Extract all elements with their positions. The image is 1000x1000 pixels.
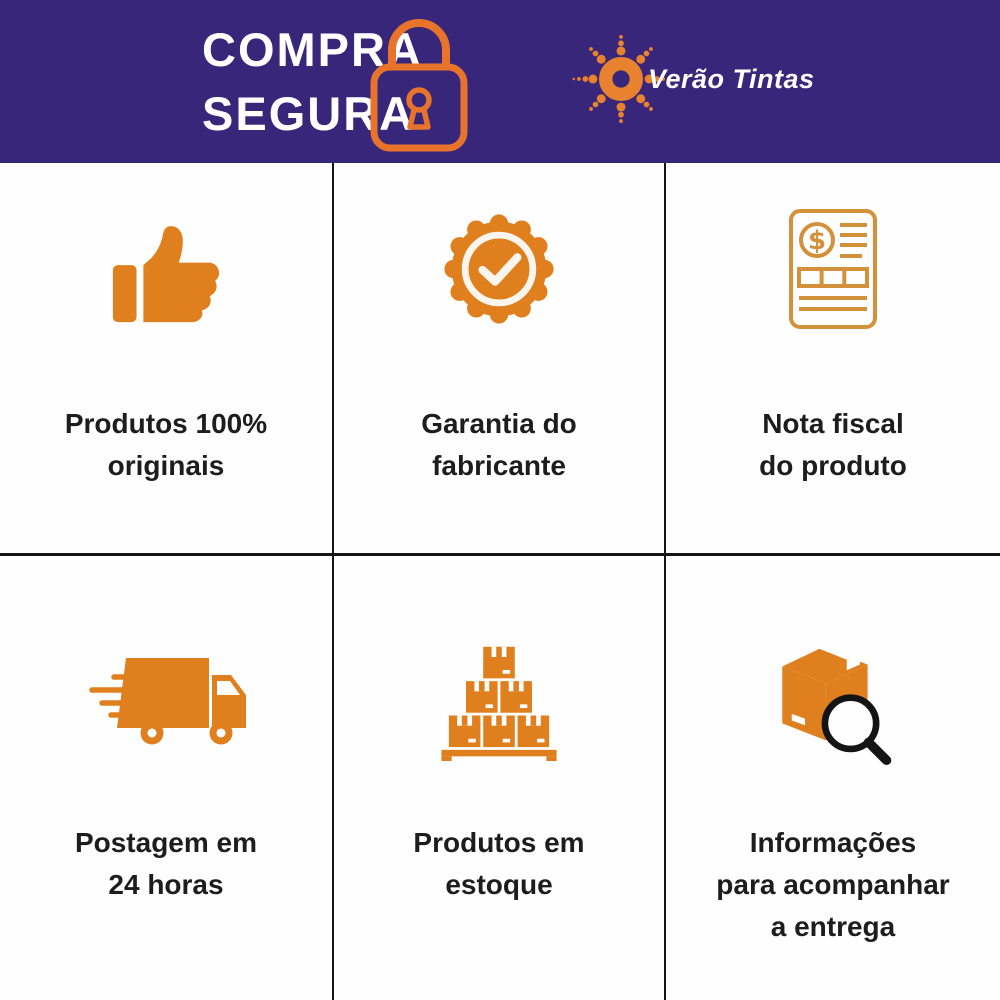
- cell-label: [759, 403, 907, 487]
- cell-label: [421, 403, 577, 487]
- label-line: Produtos 100%: [64, 408, 268, 439]
- title-line-2: SEGURA: [202, 87, 416, 140]
- label-line: Postagem em: [74, 827, 258, 858]
- header-bar: [0, 0, 1000, 163]
- cell-label: [75, 822, 257, 906]
- label-line: a entrega: [770, 911, 896, 942]
- cell-nota-fiscal: [666, 163, 1000, 556]
- delivery-truck-icon: [84, 655, 249, 750]
- cell-label: [65, 403, 267, 487]
- brand-name: Verão Tintas: [648, 64, 815, 94]
- label-line: fabricante: [432, 450, 566, 481]
- package-search-icon: [769, 638, 897, 766]
- label-line: do produto: [759, 450, 907, 481]
- label-line: estoque: [445, 869, 553, 900]
- cell-label: [716, 822, 949, 948]
- label-line: para acompanhar: [716, 869, 950, 900]
- invoice-icon: [788, 209, 878, 329]
- label-line: Garantia do: [421, 408, 577, 439]
- cell-informacoes-entrega: [666, 556, 1000, 1000]
- padlock-icon: [370, 6, 468, 152]
- cell-produtos-originais: [0, 163, 334, 556]
- cell-produtos-estoque: [334, 556, 666, 1000]
- label-line: originais: [107, 450, 225, 481]
- cell-label: [413, 822, 584, 906]
- svg-text:$: $: [807, 226, 827, 256]
- label-line: Nota fiscal: [762, 408, 904, 439]
- title-line-1: COMPRA: [202, 23, 423, 76]
- stacked-boxes-icon: [434, 643, 564, 762]
- guarantee-badge-icon: [441, 211, 557, 327]
- label-line: Informações: [749, 827, 917, 858]
- label-line: Produtos em: [413, 827, 585, 858]
- benefits-grid: [0, 163, 1000, 1000]
- cell-postagem-24h: [0, 556, 334, 1000]
- label-line: 24 horas: [108, 869, 224, 900]
- cell-garantia-fabricante: [334, 163, 666, 556]
- thumbs-up-icon: [107, 210, 225, 328]
